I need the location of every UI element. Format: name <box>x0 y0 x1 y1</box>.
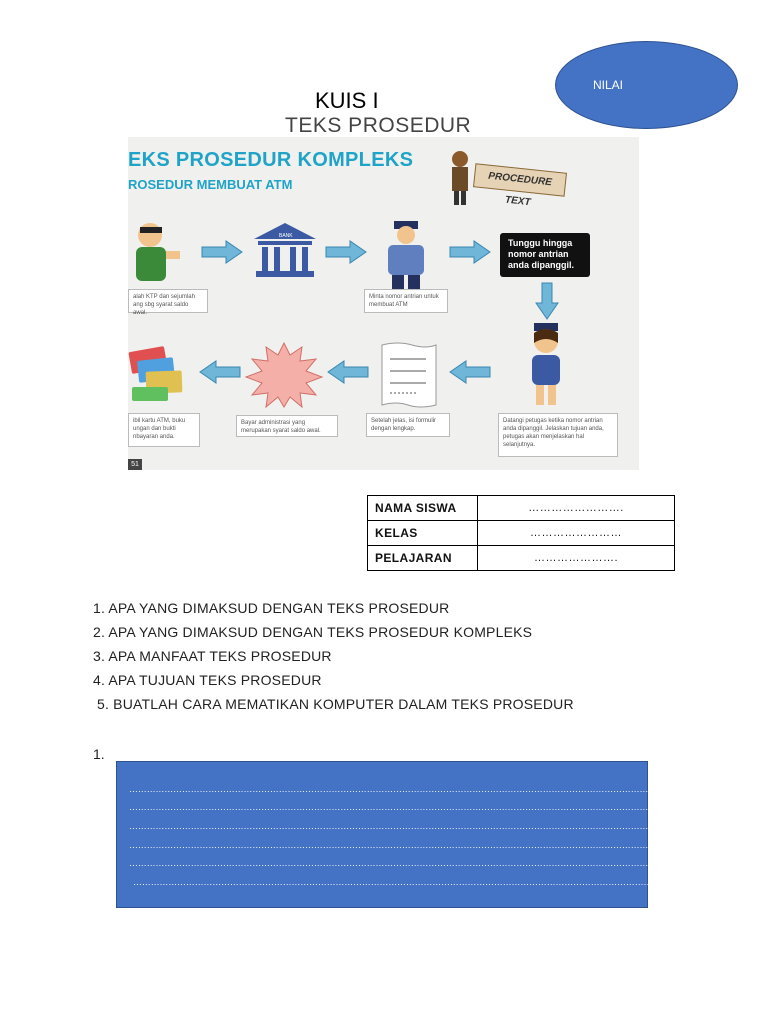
security-guard-icon <box>376 219 436 291</box>
score-oval <box>555 41 738 129</box>
name-label: NAMA SISWA <box>368 496 478 521</box>
page-subtitle: TEKS PROSEDUR <box>285 114 472 137</box>
question-item: 5. BUATLAH CARA MEMATIKAN KOMPUTER DALAM TEKS PROSEDUR <box>97 696 574 712</box>
customer-figure-icon <box>128 217 188 292</box>
name-field[interactable]: ……………………. <box>478 496 675 521</box>
arrow-right-icon <box>326 241 366 263</box>
student-identity-table <box>367 495 675 571</box>
arrow-right-icon <box>202 241 242 263</box>
answer-line: ……………………………………………………………………………………………………………………………………………………………………………………… <box>129 821 737 831</box>
step-6-caption: Bayar administrasi yang merupakan syarat saldo awal. <box>236 415 338 437</box>
arrow-left-icon <box>450 361 490 383</box>
arrow-right-icon <box>450 241 490 263</box>
class-field[interactable]: …………………… <box>478 521 675 546</box>
infographic-title: EKS PROSEDUR KOMPLEKS <box>128 149 414 171</box>
teacher-figure-icon <box>446 149 474 207</box>
payment-starburst-icon <box>246 343 322 407</box>
answer-line: ……………………………………………………………………………………………………………………………………………………………………………………… <box>129 784 737 794</box>
atm-cards-icon <box>128 343 190 405</box>
table-row <box>368 496 675 521</box>
question-item: 3. APA MANFAAT TEKS PROSEDUR <box>93 648 332 664</box>
arrow-left-icon <box>200 361 240 383</box>
answer-line: ……………………………………………………………………………………………………………………………………………………………………………………… <box>129 802 737 812</box>
procedure-text-badge: PROCEDURE TEXT <box>473 163 567 196</box>
question-item: 2. APA YANG DIMAKSUD DENGAN TEKS PROSEDUR KOMPLEKS <box>93 624 533 640</box>
step-2-caption: Minta nomor antrian untuk membuat ATM <box>364 289 448 313</box>
table-row <box>368 546 675 571</box>
answer-line: ……………………………………………………………………………………………………………………………………………………………………………………… <box>129 840 737 850</box>
procedure-infographic <box>128 137 639 470</box>
class-label: KELAS <box>368 521 478 546</box>
table-row <box>368 521 675 546</box>
subject-field[interactable]: …………………. <box>478 546 675 571</box>
arrow-down-icon <box>536 283 558 319</box>
wait-queue-box: Tunggu hingga nomor antrian anda dipanggil. <box>500 233 590 277</box>
question-item: 1. APA YANG DIMAKSUD DENGAN TEKS PROSEDUR <box>93 600 450 616</box>
question-list <box>93 600 574 720</box>
answer-number: 1. <box>93 746 105 762</box>
step-7-caption: ibil kartu ATM, buku ungan dan bukti nbayaran anda. <box>128 413 200 447</box>
arrow-left-icon <box>328 361 368 383</box>
step-5-caption: Setelah jelas, isi formulir dengan lengkap. <box>366 413 450 437</box>
form-paper-icon <box>378 341 440 411</box>
bank-sign: BANK <box>279 233 293 239</box>
score-label: NILAI <box>593 78 624 92</box>
step-4-caption: Datangi petugas ketika nomor antrian anda dipanggil. Jelaskan tujuan anda, petugas akan menjelaskan hal selanjutnya. <box>498 413 618 457</box>
answer-box[interactable] <box>116 761 737 908</box>
bank-officer-icon <box>520 321 572 409</box>
page-title: KUIS I <box>315 88 379 113</box>
infographic-subtitle: ROSEDUR MEMBUAT ATM <box>128 177 293 192</box>
subject-label: PELAJARAN <box>368 546 478 571</box>
question-item: 4. APA TUJUAN TEKS PROSEDUR <box>93 672 322 688</box>
bank-building-icon <box>252 221 318 279</box>
answer-line: …………………………………………………………………………………………………………………………………………………………………………………… <box>133 877 732 887</box>
step-1-caption: alah KTP dan sejumlah ang sbg syarat saldo awal. <box>128 289 208 313</box>
page-number: 51 <box>128 459 142 470</box>
answer-line: ……………………………………………………………………………………………………………………………………………………………………………………… <box>129 858 737 868</box>
